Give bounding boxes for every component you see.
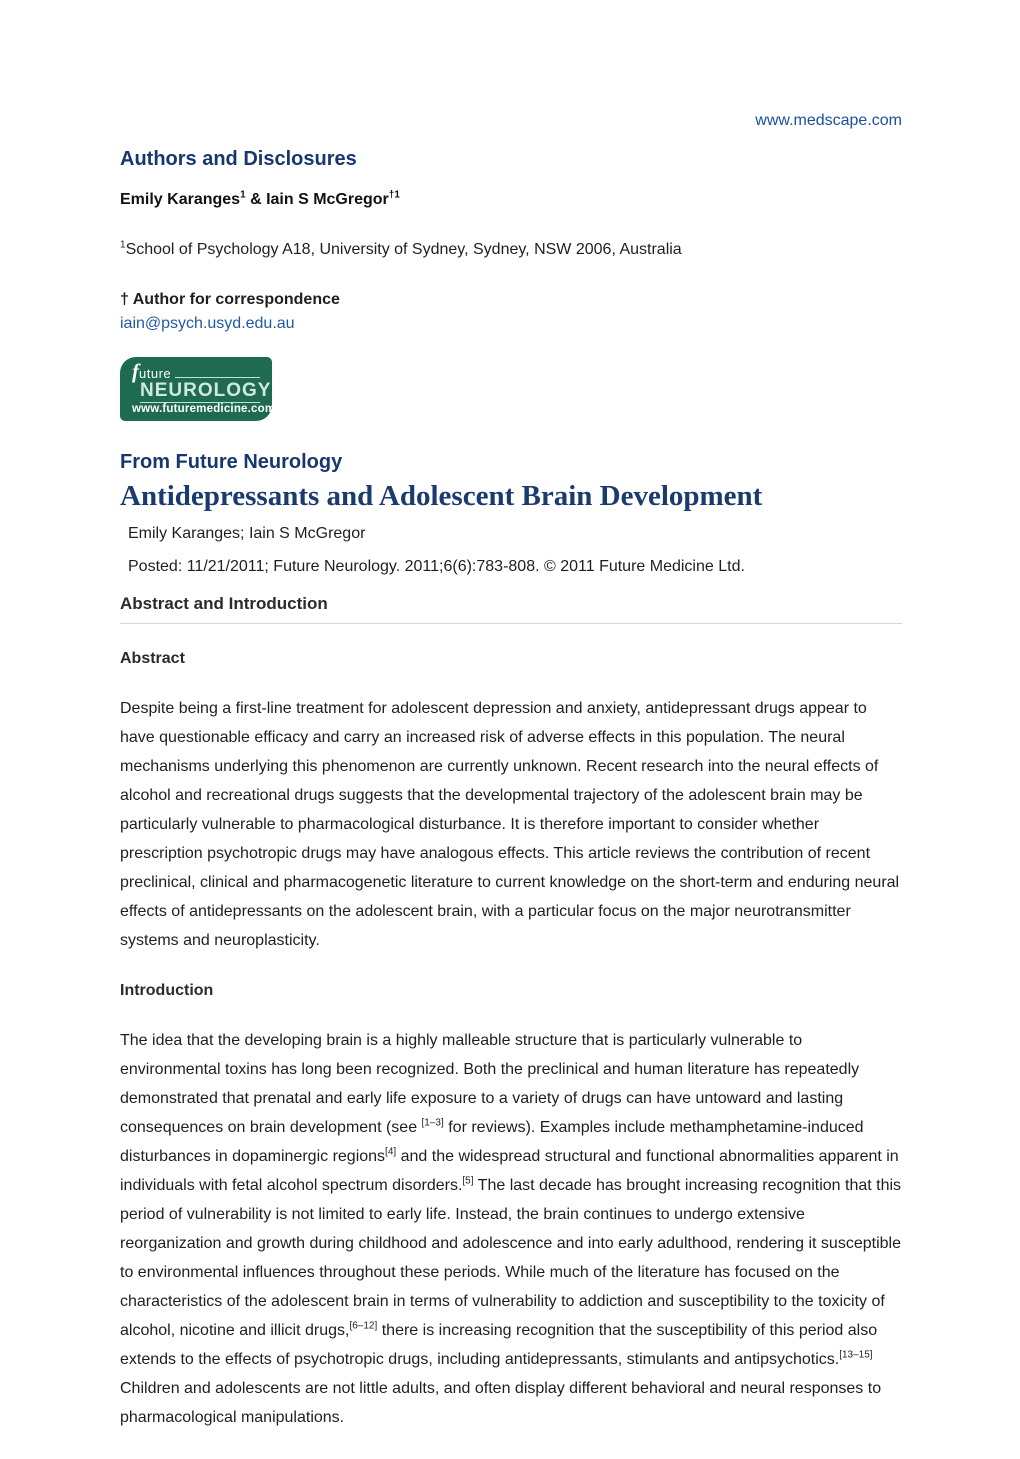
introduction-heading: Introduction: [120, 982, 214, 999]
logo-rule: [175, 377, 260, 378]
logo-script-f: f: [132, 359, 139, 383]
authors-disclosures-heading: Authors and Disclosures: [120, 148, 357, 170]
article-title: Antidepressants and Adolescent Brain Development: [120, 480, 763, 512]
abstract-heading: Abstract: [120, 650, 185, 667]
source-journal-heading: From Future Neurology: [120, 451, 343, 473]
authors-names: Emily Karanges$^1$ & Iain S McGregor$^{\dagger 1}$: [120, 189, 400, 208]
logo-brand-prefix: f uture: [132, 364, 260, 380]
posted-citation-line: Posted: 11/21/2011; Future Neurology. 2011;6(6):783-808. © 2011 Future Medicine Ltd.: [128, 558, 745, 575]
article-byline: Emily Karanges; Iain S McGregor: [128, 525, 366, 542]
article-page: [120, 112, 902, 1459]
section-heading-abstract-introduction: Abstract and Introduction: [120, 594, 902, 624]
logo-url-text: www.futuremedicine.com: [132, 403, 276, 415]
author-affiliation: $^1$School of Psychology A18, University of Sydney, Sydney, NSW 2006, Australia: [120, 239, 682, 258]
logo-brand-name: NEUROLOGY: [140, 379, 272, 401]
introduction-paragraph: The idea that the developing brain is a highly malleable structure that is particularly vulnerable to environmental toxins has long been recognized. Both the preclinical and human literature has repeatedly demonstrated that prenatal and early life exposure to a variety of drugs can have untoward and lasting consequences on brain development (see [1–3] for reviews). Examples include methamphetamine-induced disturbances in dopaminergic regions[4] and the widespread structural and functional abnormalities apparent in individuals with fetal alcohol spectrum disorders.[5] The last decade has brought increasing recognition that this period of vulnerability is not limited to early life. Instead, the brain continues to undergo extensive reorganization and growth during childhood and adolescence and into early adulthood, rendering it susceptible to environmental influences throughout these periods. While much of the literature has focused on the characteristics of the adolescent brain in terms of vulnerability to addiction and susceptibility to the toxicity of alcohol, nicotine and illicit drugs,[6–12] there is increasing recognition that the susceptibility of this period also extends to the effects of psychotropic drugs, including antidepressants, stimulants and antipsychotics.[13–15] Children and adolescents are not little adults, and often display different behavioral and neural responses to pharmacological manipulations.: [120, 1032, 902, 1426]
medscape-url-link[interactable]: www.medscape.com: [755, 112, 902, 129]
correspondence-email-link[interactable]: iain@psych.usyd.edu.au: [120, 315, 295, 332]
abstract-paragraph: Despite being a first-line treatment for adolescent depression and anxiety, antidepressant drugs appear to have questionable efficacy and carry an increased risk of adverse effects in this population. The neural mechanisms underlying this phenomenon are currently unknown. Recent research into the neural effects of alcohol and recreational drugs suggests that the developmental trajectory of the adolescent brain may be particularly vulnerable to pharmacological disturbance. It is therefore important to consider whether prescription psychotropic drugs may have analogous effects. This article reviews the contribution of recent preclinical, clinical and pharmacogenetic literature to current knowledge on the short-term and enduring neural effects of antidepressants on the adolescent brain, with a particular focus on the major neurotransmitter systems and neuroplasticity.: [120, 700, 900, 949]
future-neurology-logo[interactable]: [120, 357, 276, 421]
correspondence-label: † Author for correspondence: [120, 291, 340, 308]
